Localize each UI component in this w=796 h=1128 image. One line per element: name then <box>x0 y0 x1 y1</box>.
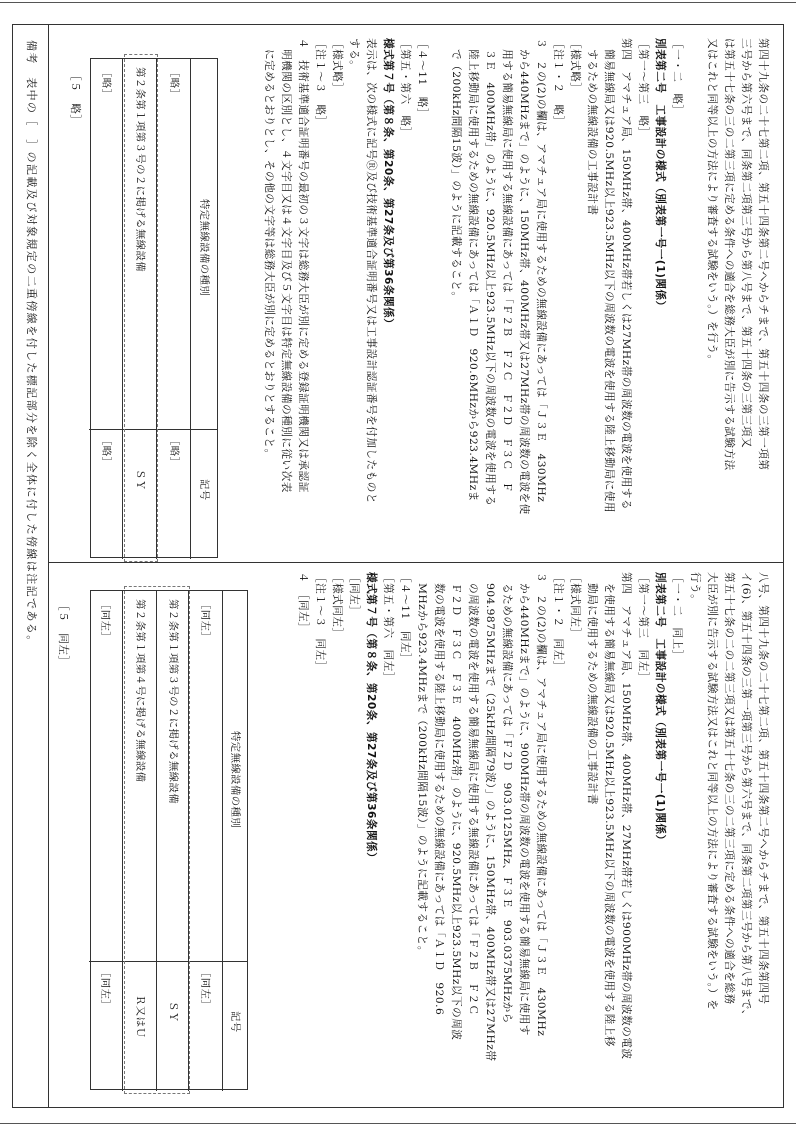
new-line: 八号、第四十九条の二十七第二項、第五十四条第二号ヘからチまで、第五十四条第四号 <box>757 572 769 1005</box>
new-line: ［一・二 同上］ <box>671 572 683 661</box>
old-table-cell: ［略］ <box>168 435 180 468</box>
new-table-cell: 第２条第１項第４号に掲げる無線設備 <box>134 599 146 783</box>
new-table-header-symbol: 記号 <box>229 1011 241 1033</box>
old-line: 第四十九条の二十七第二項、第五十四条第二号ヘからチまで、第五十四条の三第一項第 <box>757 38 769 471</box>
page-bottom-rule <box>0 1123 796 1124</box>
new-line: ［注１～３ 同左］ <box>314 572 326 672</box>
new-tail-text: ［５ 同左］ <box>57 600 69 667</box>
remarks-text: 備考 表中の［ ］の記載及び対象規定の二重傍線を付した標記部分を除く全体に付した傍線は注記である。 <box>25 40 38 648</box>
column-divider <box>48 562 784 563</box>
new-line: ［様式同左］ <box>569 572 581 639</box>
new-line: ［注１・２ 同左］ <box>552 572 564 672</box>
page-top-rule <box>0 2 796 3</box>
old-table-cell: ［略］ <box>100 67 112 100</box>
new-table-header-type: 特定無線設備の種別 <box>229 731 241 829</box>
old-line: 簡易無線局又は920.5MHz以上923.5MHz以下の周波数の電波を使用する陸上移動局に使用 <box>603 38 615 513</box>
old-line: ［一・二 略］ <box>671 38 683 116</box>
new-line: から440MHzまで」のように、900MHz帯の周波数の電波を使用する簡易無線局に使用す <box>518 572 530 1036</box>
old-table-cell: ＳＹ <box>134 469 146 491</box>
old-table-header-type: 特定無線設備の種別 <box>198 199 210 297</box>
new-line: るための無線設備にあっては「Ｆ２Ｄ 903.0125MHz、Ｆ３Ｅ 903.0375MHzから <box>501 572 513 1024</box>
new-table-cell: ［同左］ <box>199 599 211 643</box>
old-line: 第四 アマチュア局、150MHz帯、400MHz帯若しくは27MHz帯の周波数の電波を使用する <box>620 38 632 510</box>
new-symbol-table <box>88 590 248 1090</box>
new-line: ［同左］ <box>348 572 360 617</box>
old-line: ［注１・２ 略］ <box>552 38 564 127</box>
old-line: ３ ２の(2)の欄は、アマチュア局に使用するための無線設備にあっては「Ｊ３Ｅ 430MHz <box>535 38 547 503</box>
old-line: に定めるとおりとし、その他の文字等は総務大臣が別に定めるとおりとすること。 <box>263 38 275 460</box>
new-line: ４ ［同左］ <box>297 572 309 634</box>
old-appendix-heading: 別表第二号 工事設計の様式（別表第一号一(1)関係） <box>654 38 666 312</box>
old-line: ［様式略］ <box>569 38 581 94</box>
old-line: ３Ｅ 400MHz帯」のように、920.5MHz以上923.5MHz以下の周波数の電波を使用する <box>484 38 496 507</box>
old-form-heading: 様式第７号（第８条、第20条、第27条及び第36条関係） <box>382 38 394 330</box>
old-tail-text: ［５ 略］ <box>69 70 81 126</box>
old-line: ４ 技術基準適合証明番号の最初の３文字は総務大臣が別に定める登録証明機関又は承認証 <box>297 38 309 493</box>
new-line: 第四 アマチュア局、150MHz帯、400MHz帯、27MHz帯若しくは900MHz帯の周波数の電波 <box>620 572 632 1060</box>
new-line: MHzから923.4MHzまで（200kHz間隔15波）」のように記載すること。 <box>416 572 428 957</box>
new-form-heading: 様式第７号（第８条、第20条、第27条及び第36条関係） <box>365 572 377 864</box>
new-line: 行う。 <box>689 572 701 606</box>
new-table-cell: ＳＹ <box>167 1001 179 1023</box>
new-line: ［様式同左］ <box>331 572 343 639</box>
old-line: ［第一～第三 略］ <box>637 38 649 138</box>
old-table-cell: 第２条第１項第３号の２に掲げる無線設備 <box>134 67 146 273</box>
old-table-cell: ［略］ <box>168 67 180 100</box>
new-tail <box>54 600 70 700</box>
new-line: ３ ２の(2)の欄は、アマチュア局に使用するための無線設備にあっては「Ｊ３Ｅ 430MHz <box>535 572 547 1037</box>
remarks-divider <box>48 24 49 1108</box>
new-line: ［第五・第六 同左］ <box>382 572 394 683</box>
old-line: ［第五・第六 略］ <box>399 38 411 138</box>
new-line: の周波数の電波を使用する簡易無線局に使用する無線設備にあっては「Ｆ２Ｂ Ｆ２Ｃ <box>467 572 479 1016</box>
old-line: は第五十七条の三の二第三項に定める条件への適合を総務大臣が別に告示する試験方法 <box>723 38 735 471</box>
old-line: 又はこれと同等以上の方法により審査する試験をいう。）を行う。 <box>706 38 718 366</box>
new-table-cell: ［同左］ <box>199 967 211 1011</box>
new-line: 動局に使用するための無線設備の工事設計書 <box>586 572 598 805</box>
old-table-cell: ［略］ <box>100 435 112 468</box>
old-line: するための無線設備の工事設計書 <box>586 38 598 216</box>
new-line: 大臣が別に告示する試験方法又はこれと同等以上の方法により審査する試験をいう。）を <box>706 572 718 1011</box>
new-line: 第五十七条の二の二第三項又は第五十七条の三の二第三項に定める条件への適合を総務 <box>723 572 735 1005</box>
new-line: ［４～11 同左］ <box>399 572 411 665</box>
old-line: 陸上移動局に使用するための無線設備にあっては「Ａ１Ｄ 920.6MHzから923.4MHzま <box>467 38 479 502</box>
old-table-emphasis-box <box>124 54 158 562</box>
old-line: 用する簡易無線局に使用する無線設備にあっては「Ｆ２Ｂ Ｆ２Ｃ Ｆ２Ｄ Ｆ３Ｃ Ｆ <box>501 38 513 493</box>
old-table-header-symbol: 記号 <box>198 479 210 501</box>
new-line: Ｆ２Ｄ Ｆ３Ｃ Ｆ３Ｅ 400MHz帯」のように、920.5MHz以上923.5MHz以下の周波 <box>450 572 462 1041</box>
new-line: 数の電波を使用する陸上移動局に使用するための無線設備にあっては「Ａ１Ｄ 920.6 <box>433 572 445 1016</box>
remarks-section <box>14 40 46 1090</box>
old-line: ［４～11 略］ <box>416 38 428 120</box>
new-table-cell: Ｒ又はＵ <box>134 995 146 1039</box>
new-appendix-heading: 別表第二号 工事設計の様式（別表第一号一(1)関係） <box>654 572 666 846</box>
new-line: ［第一～第三 同左］ <box>637 572 649 683</box>
new-table-cell: ［同左］ <box>99 967 111 1011</box>
old-line: で（200kHz間隔15波）」のように記載すること。 <box>450 38 462 303</box>
new-table-cell: 第２条第１項第３号の２に掲げる無線設備 <box>167 599 179 805</box>
old-line: 表示は、次の様式に記号Ⓡ及び技術基準適合証明番号又は工事設計認証番号を付加したものと <box>365 38 377 504</box>
old-line: する。 <box>348 38 360 72</box>
new-line: を使用する簡易無線局又は920.5MHz以上923.5MHz以下の周波数の電波を使用する陸上移 <box>603 572 615 1047</box>
old-line: ［注１～３ 略］ <box>314 38 326 127</box>
old-line: から440MHzまで」のように、150MHz帯、400MHz帯又は27MHz帯の周波数の電波を使 <box>518 38 530 515</box>
old-tail <box>66 70 82 170</box>
new-table-cell: ［同左］ <box>99 599 111 643</box>
old-line: ［様式略］ <box>331 38 343 94</box>
old-symbol-table <box>88 58 218 558</box>
old-line: 三号から第六号まで、同条第二項第三号から第八号まで、第五十四条の三第三項又 <box>740 38 752 449</box>
new-line: 904.9875MHzまで（25kHz間隔79波）」のように、150MHz帯、400MHz帯又は27MHz帯 <box>484 572 496 1062</box>
new-table-emphasis-box <box>124 586 190 1094</box>
old-line: 明機関の区別とし、４文字目又は４文字目及び５文字目は特定無線設備の種別に従い次表 <box>280 38 292 493</box>
new-line: イ(6)、第五十四条の三第一項第三号から第六号まで、同条第二項第三号から第八号まで、 <box>740 572 752 1021</box>
